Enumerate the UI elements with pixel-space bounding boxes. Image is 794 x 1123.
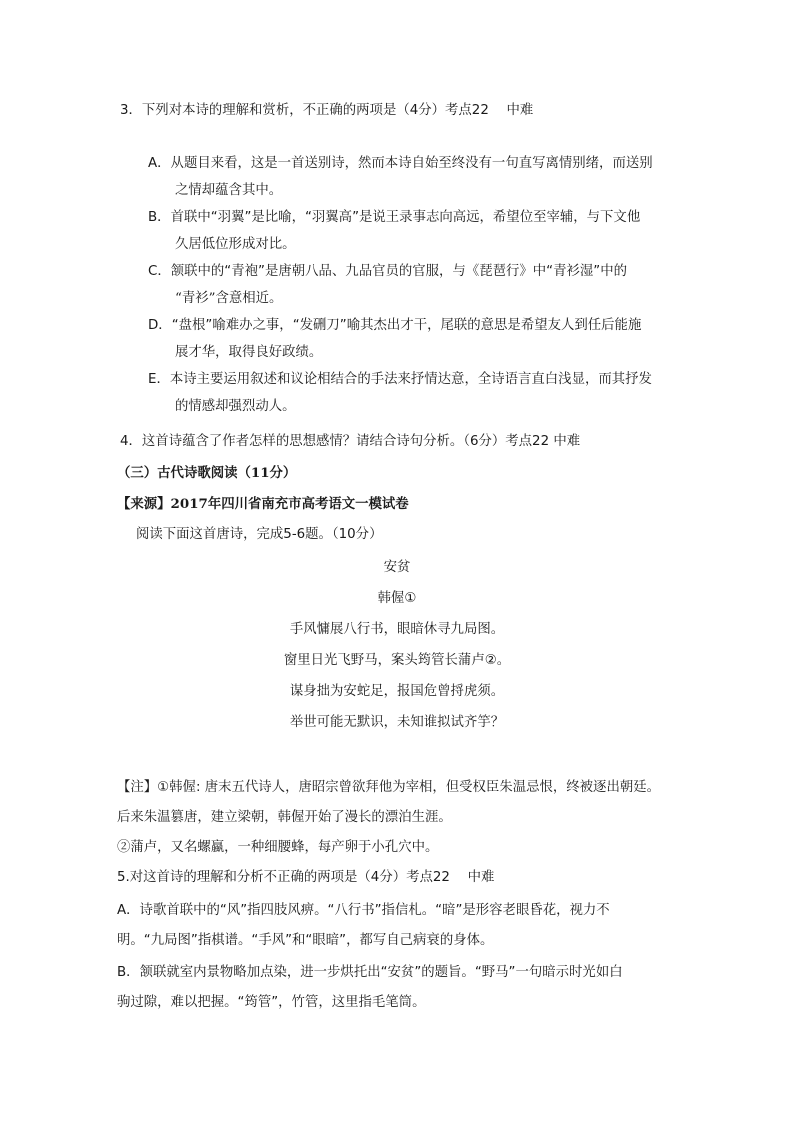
poem-line-1: 手风慵展八行书，眼暗休寻九局图。 — [289, 622, 505, 637]
q3-option-c-line2: “青衫”含意相近。 — [175, 291, 283, 306]
q5-option-a-line1: A．诗歌首联中的“风”指四肢风痹。“八行书”指信札。“暗”是形容老眼昏花，视力不 — [117, 903, 610, 918]
q3-option-d-line2: 展才华，取得良好政绩。 — [175, 345, 323, 360]
reading-instruction: 阅读下面这首唐诗，完成5-6题。（10分） — [136, 527, 383, 542]
q3-option-e-line1: E．本诗主要运用叙述和议论相结合的手法来抒情达意，全诗语言直白浅显，而其抒发 — [148, 372, 652, 387]
section-heading: （三）古代诗歌阅读（11分） — [117, 465, 297, 481]
q3-option-c-line1: C．颔联中的“青袍”是唐朝八品、九品官员的官服，与《琵琶行》中“青衫湿”中的 — [148, 264, 627, 279]
q3-stem: 3．下列对本诗的理解和赏析，不正确的两项是（4分）考点22 中难 — [120, 103, 534, 118]
q3-option-a-line1: A．从题目来看，这是一首送别诗，然而本诗自始至终没有一句直写离情别绪，而送别 — [148, 156, 653, 171]
q3-option-a-line2: 之情却蕴含其中。 — [175, 183, 283, 198]
q3-option-b-line2: 久居低位形成对比。 — [175, 237, 296, 252]
poem-line-2: 窗里日光飞野马，案头筠管长蒲卢②。 — [283, 653, 511, 668]
poem-title: 安贫 — [383, 560, 411, 575]
note-line-3: ②蒲卢，又名螺蠃，一种细腰蜂，每产卵于小孔穴中。 — [117, 840, 439, 855]
q5-option-b-line1: B．颔联就室内景物略加点染，进一步烘托出“安贫”的题旨。“野马”一句暗示时光如白 — [117, 965, 623, 980]
poem-author: 韩偓① — [377, 591, 417, 606]
q3-option-b-line1: B．首联中“羽翼”是比喻，“羽翼高”是说王录事志向高远，希望位至宰辅，与下文他 — [148, 210, 641, 225]
q3-option-e-line2: 的情感却强烈动人。 — [175, 399, 296, 414]
note-line-2: 后来朱温篡唐，建立梁朝，韩偓开始了漫长的漂泊生涯。 — [117, 810, 452, 825]
poem-line-4: 举世可能无默识，未知谁拟试齐竽？ — [289, 715, 505, 730]
poem-line-3: 谋身拙为安蛇足，报国危曾捋虎须。 — [289, 684, 505, 699]
q4-stem: 4．这首诗蕴含了作者怎样的思想感情？请结合诗句分析。（6分）考点22 中难 — [120, 434, 581, 449]
note-line-1: 【注】①韩偓: 唐末五代诗人，唐昭宗曾欲拜他为宰相，但受权臣朱温忌恨，终被逐出朝廷。 — [117, 780, 661, 795]
q5-option-a-line2: 明。“九局图”指棋谱。“手风”和“眼暗”，都写自己病衰的身体。 — [117, 933, 494, 948]
q5-stem: 5.对这首诗的理解和分析不正确的两项是（4分）考点22 中难 — [117, 870, 495, 885]
q5-option-b-line2: 驹过隙，难以把握。“筠管”，竹管，这里指毛笔筒。 — [117, 995, 426, 1010]
source-line: 【来源】2017年四川省南充市高考语文一模试卷 — [117, 496, 409, 512]
q3-option-d-line1: D．“盘根”喻难办之事，“发硎刀”喻其杰出才干，尾联的意思是希望友人到任后能施 — [148, 318, 642, 333]
